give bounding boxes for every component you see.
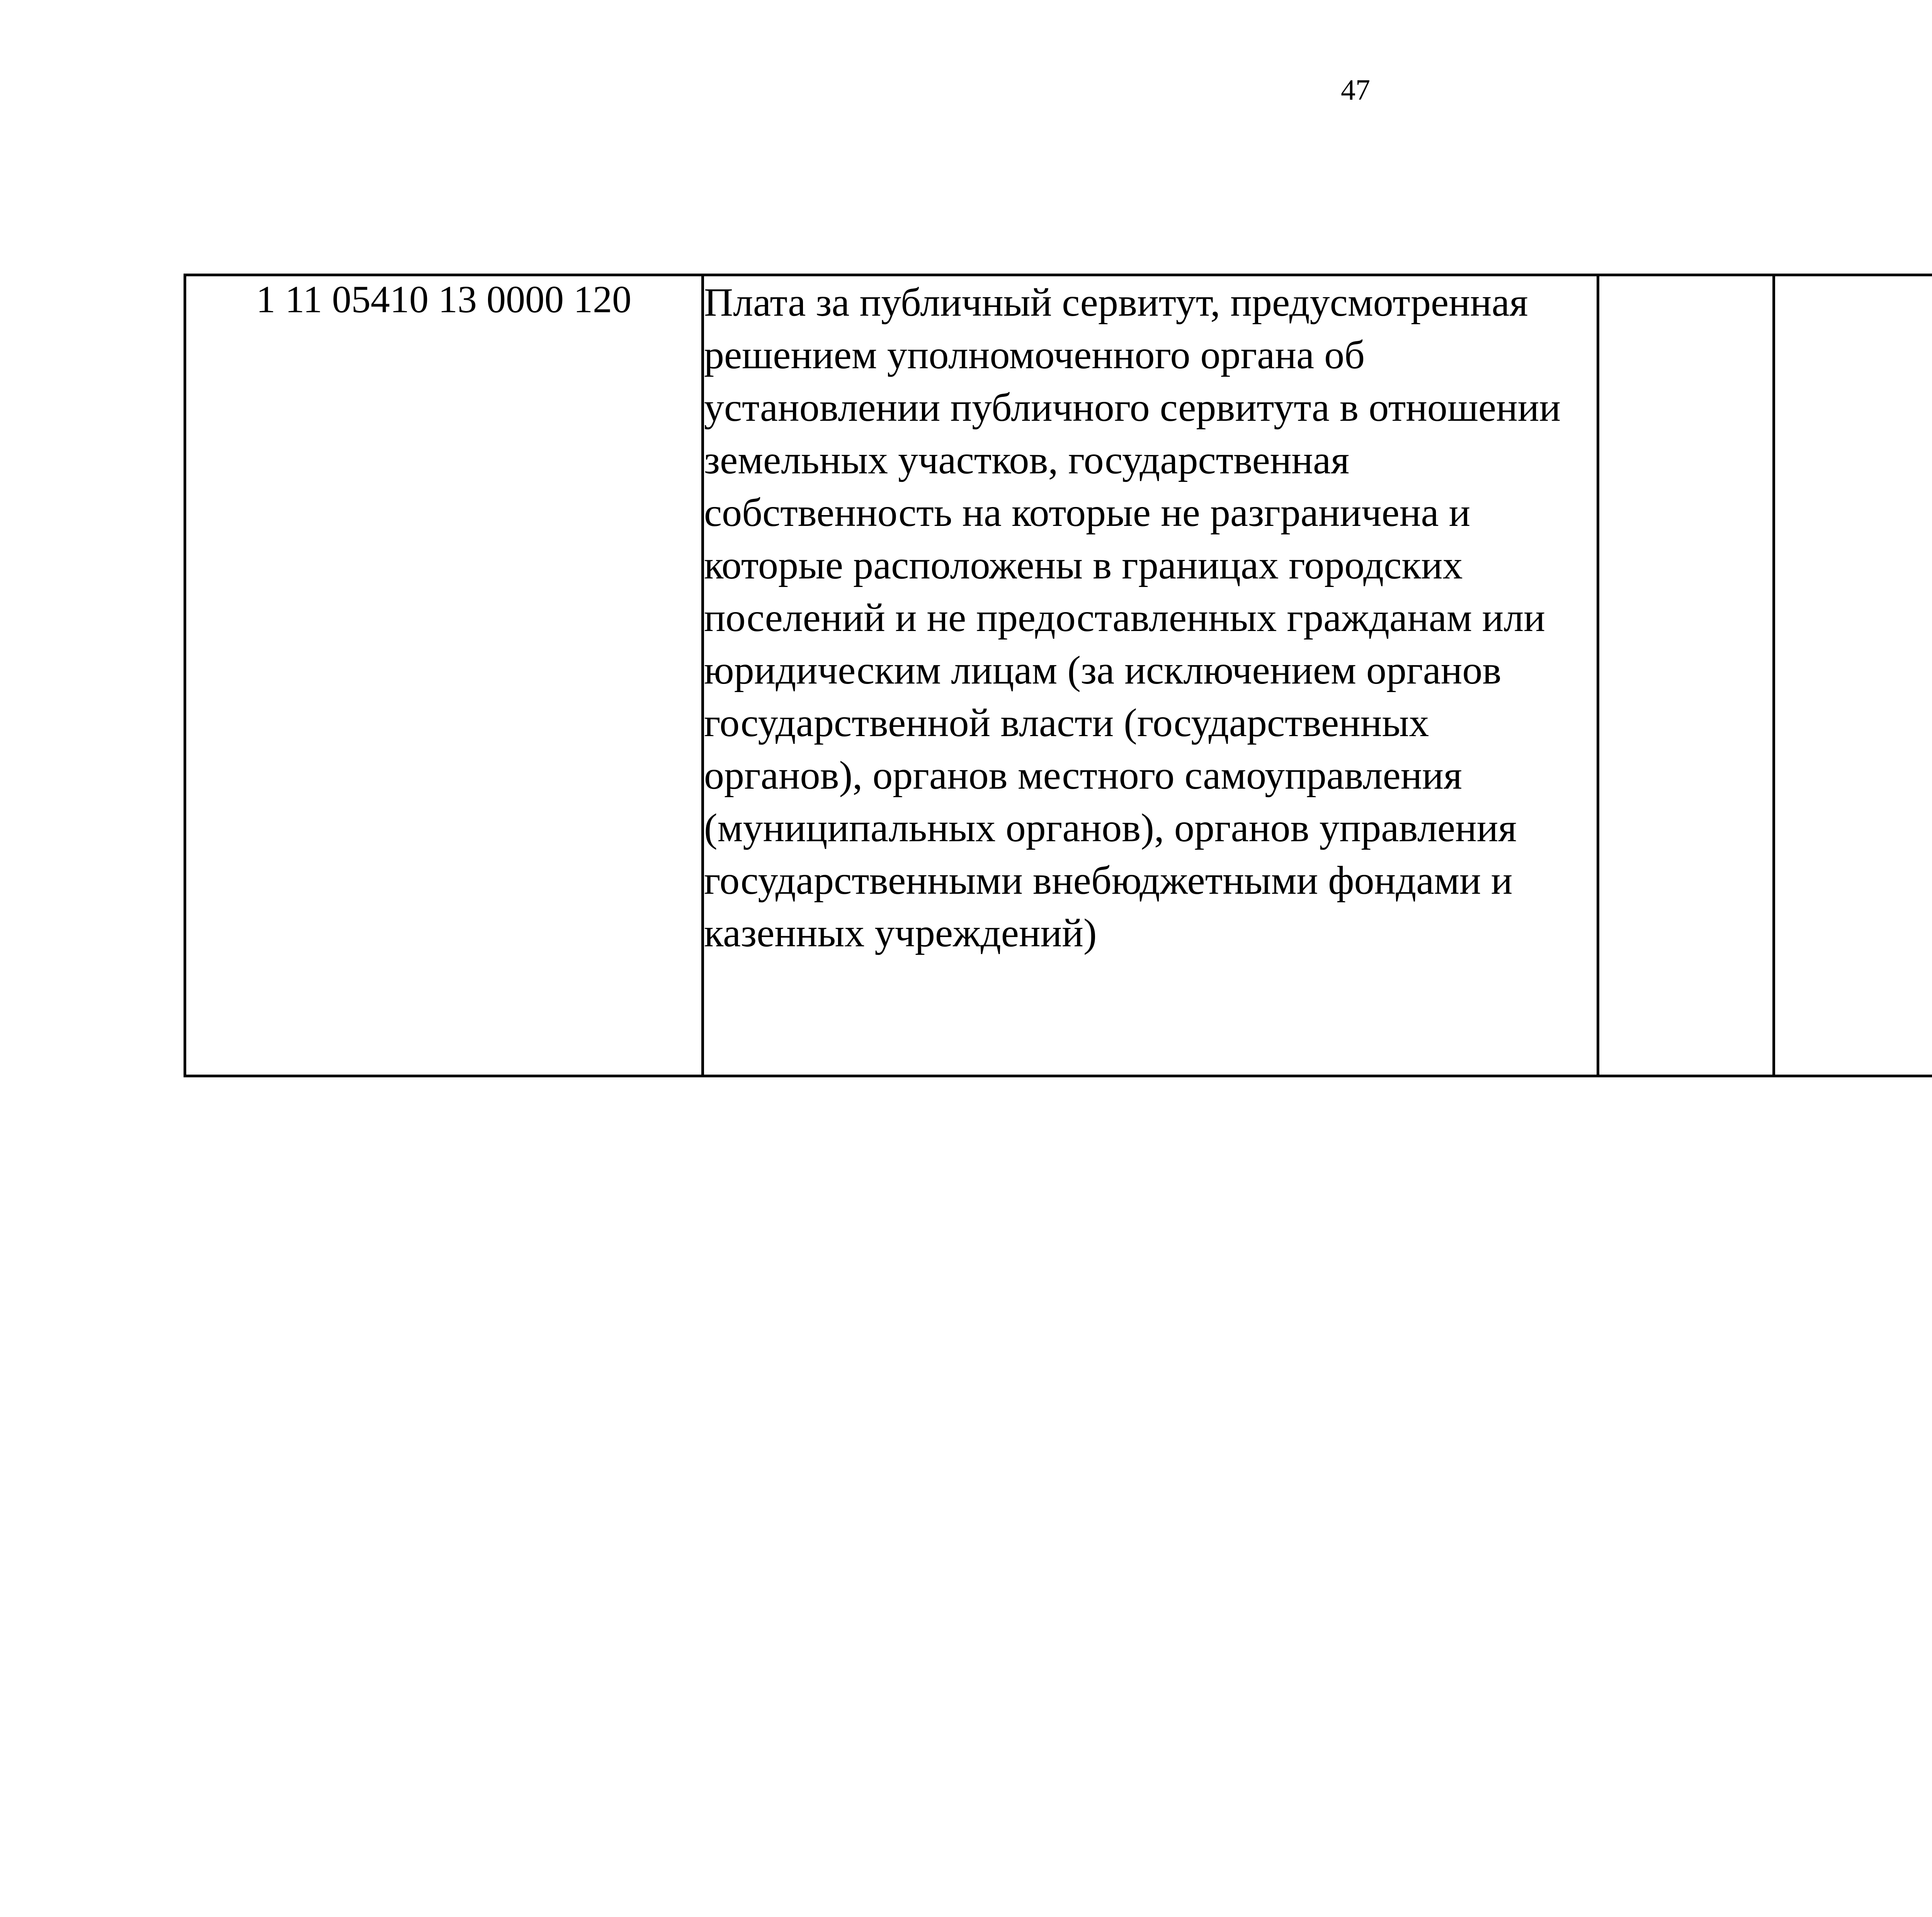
value-cell-3 [1598, 275, 1774, 1076]
income-description: Плата за публичный сервитут, предусмотренная решением уполномоченного органа об установлении публичного сервитута в отношении земельных участков, государственная собственность на которые не разграничена и которые расположены в границах городских поселений и не предоставленных гражданам или юридическим лицам (за исключением органов государственной власти (государственных органов), органов местного самоуправления (муниципальных органов), органов управления государственными внебюджетными фондами и казенных учреждений) [703, 275, 1598, 1076]
budget-classification-code: 1 11 05410 13 0000 120 [185, 275, 703, 1076]
budget-table [184, 274, 1932, 1077]
table-row [185, 275, 1932, 1076]
page-number: 47 [1341, 74, 1370, 106]
value-cell-4 [1774, 275, 1932, 1076]
